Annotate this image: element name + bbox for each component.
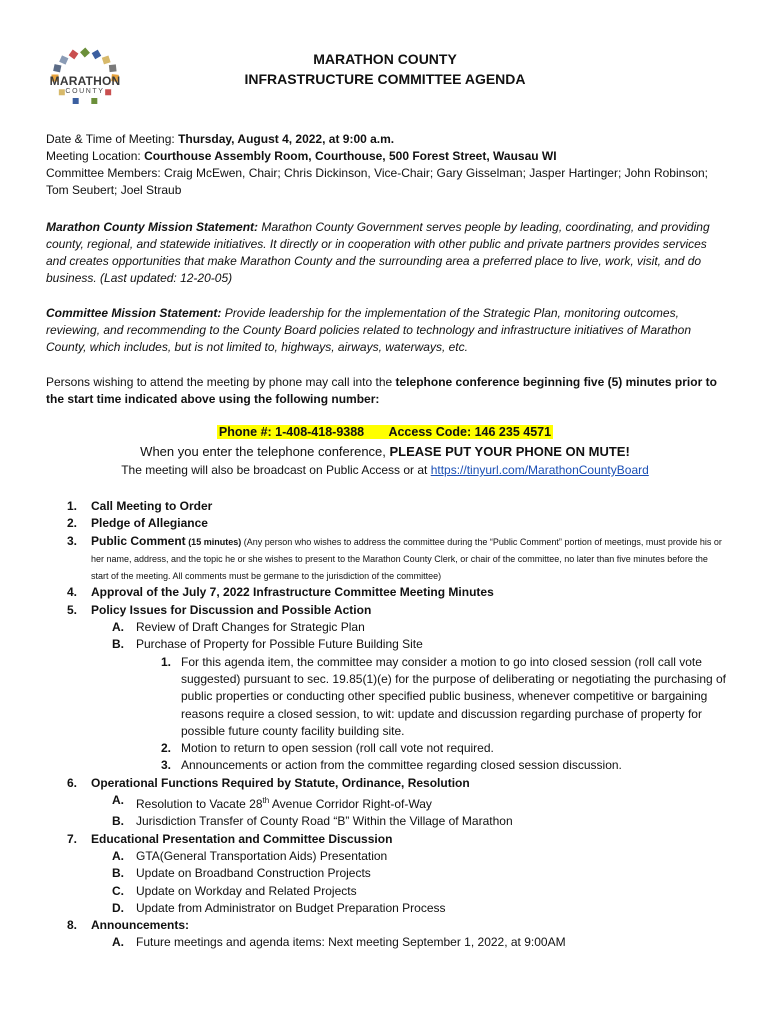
agenda-item-7c: C. Update on Workday and Related Projects [112, 883, 357, 898]
agenda-item-7b: B. Update on Broadband Construction Projects [112, 866, 371, 881]
committee-members: Committee Members: Craig McEwen, Chair; Chris Dickinson, Vice-Chair; Gary Gisselman; Jasper Hartinger; John Robinson; Tom Seubert; Joel Straub [46, 166, 709, 197]
phone-details [0, 425, 770, 439]
phone-highlight [217, 425, 553, 439]
agenda-item-5b2: 2. Motion to return to open session (roll call vote not required. [161, 741, 494, 756]
logo-subtitle: COUNTY [65, 88, 105, 95]
phone-number: Phone #: 1-408-418-9388 [218, 425, 365, 439]
mute-notice: When you enter the telephone conference, PLEASE PUT YOUR PHONE ON MUTE! [140, 444, 630, 459]
agenda-item-4: 4. Approval of the July 7, 2022 Infrastructure Committee Meeting Minutes [67, 585, 494, 600]
agenda-item-5b3: 3. Announcements or action from the committee regarding closed session discussion. [161, 758, 622, 773]
logo-square [73, 98, 79, 104]
board-link[interactable]: https://tinyurl.com/MarathonCountyBoard [430, 463, 649, 477]
agenda-item-5b: B. Purchase of Property for Possible Future Building Site [112, 637, 423, 652]
agenda-item-7: 7. Educational Presentation and Committee Discussion [67, 831, 393, 846]
agenda-item-1: 1. Call Meeting to Order [67, 499, 213, 513]
meeting-location: Meeting Location: Courthouse Assembly Room, Courthouse, 500 Forest Street, Wausau WI [46, 149, 557, 163]
document-title-line1: MARATHON COUNTY [313, 51, 457, 67]
agenda-item-5b1: 1. For this agenda item, the committee may consider a motion to go into closed session (roll call vote suggested) pursuant to sec. 19.85(1)(e) for the purpose of deliberating or negotiating the purchasing of public properties or conducting other specified public business, whenever competitive or bargaining reasons require a closed session, to wit: update and discussion regarding purchase of property for possible future county facility building site. [161, 654, 727, 738]
broadcast-notice: The meeting will also be broadcast on Public Access or at https://tinyurl.com/MarathonCountyBoard [121, 463, 649, 477]
agenda-item-8: 8. Announcements: [67, 918, 190, 933]
phone-instructions: Persons wishing to attend the meeting by phone may call into the telephone conference beginning five (5) minutes prior to the start time indicated above using the following number: [46, 375, 717, 406]
logo-name: MARATHON [49, 74, 121, 88]
agenda-list [67, 498, 727, 952]
county-mission-statement: Marathon County Mission Statement: Marathon County Government serves people by leading, coordinating, and providing county, regional, and statewide initiatives. It directly or in cooperation with other public and private partners provides services and creates opportunities that make Marathon County and the surrounding area a preferred place to live, work, visit, and do business. (Last updated: 12-20-05) [46, 220, 710, 285]
logo-square [91, 98, 97, 104]
agenda-item-6: 6. Operational Functions Required by Statute, Ordinance, Resolution [67, 775, 470, 790]
meeting-info [46, 131, 726, 199]
agenda-item-6b: B. Jurisdiction Transfer of County Road “B” Within the Village of Marathon [112, 814, 513, 829]
committee-mission-statement: Committee Mission Statement: Provide leadership for the implementation of the Strategic Plan, monitoring outcomes, reviewing, and recommending to the County Board policies related to technology and infrastructure initiatives of Marathon County, which includes, but is not limited to, highways, airways, waterways, etc. [46, 306, 692, 354]
document-title-line2: INFRASTRUCTURE COMMITTEE AGENDA [244, 71, 526, 87]
agenda-item-7a: A. GTA(General Transportation Aids) Presentation [112, 848, 388, 863]
agenda-item-7d: D. Update from Administrator on Budget Preparation Process [112, 900, 446, 915]
access-code: Access Code: 146 235 4571 [388, 425, 552, 439]
agenda-item-5: 5. Policy Issues for Discussion and Possible Action [67, 602, 372, 617]
agenda-item-8a: A. Future meetings and agenda items: Next meeting September 1, 2022, at 9:00AM [112, 935, 566, 950]
agenda-item-2: 2. Pledge of Allegiance [67, 516, 208, 531]
agenda-item-6a: A. Resolution to Vacate 28th Avenue Corridor Right-of-Way [112, 793, 432, 812]
agenda-item-5a: A. Review of Draft Changes for Strategic Plan [112, 620, 365, 635]
meeting-date: Date & Time of Meeting: Thursday, August 4, 2022, at 9:00 a.m. [46, 132, 395, 146]
agenda-item-3: 3. Public Comment (15 minutes) (Any person who wishes to address the committee during the “Public Comment” portion of meetings, must provide his or her name, address, and the topic he or she wishes to present to the Marathon County Clerk, or chair of the committee, no later than five minutes before the start of the meeting. All comments must be germane to the jurisdiction of the committee) [67, 533, 722, 582]
